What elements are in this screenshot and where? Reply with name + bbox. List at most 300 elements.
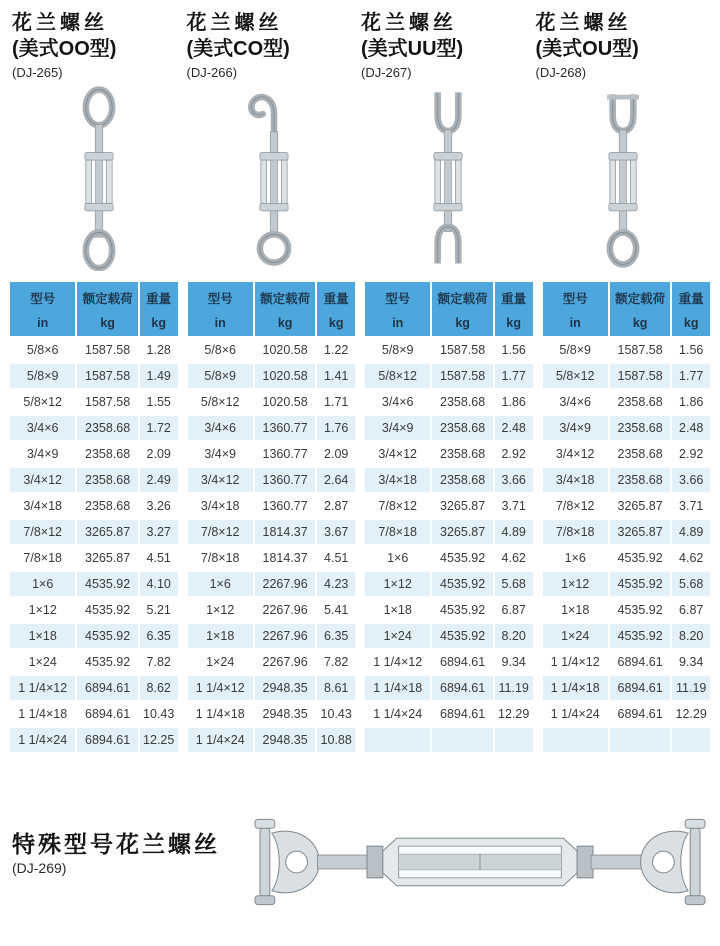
table-cell: 5/8×6 xyxy=(10,338,75,362)
table-cell: 2358.68 xyxy=(77,468,137,492)
product-code: (DJ-266) xyxy=(186,65,238,80)
table-cell: 1.77 xyxy=(495,364,533,388)
table-cell: 3/4×6 xyxy=(188,416,253,440)
table-cell: 5/8×12 xyxy=(10,390,75,414)
table-cell: 9.34 xyxy=(495,650,533,674)
table-cell: 3/4×12 xyxy=(10,468,75,492)
table-cell xyxy=(610,728,670,752)
table-cell: 1×18 xyxy=(188,624,253,648)
table-row xyxy=(365,676,533,700)
table-cell: 5.68 xyxy=(672,572,710,596)
table-row xyxy=(543,520,711,544)
table-cell: 3265.87 xyxy=(432,520,492,544)
table-row xyxy=(10,546,178,570)
table-cell: 4.10 xyxy=(140,572,178,596)
table-cell: 4.23 xyxy=(317,572,355,596)
table-cell: 1.28 xyxy=(140,338,178,362)
table-cell: 1×18 xyxy=(543,598,608,622)
table-cell: 1.56 xyxy=(495,338,533,362)
table-cell: 2267.96 xyxy=(255,572,315,596)
unit-label: in xyxy=(392,315,404,330)
table-cell xyxy=(495,728,533,752)
table-cell: 2948.35 xyxy=(255,728,315,752)
table-cell: 1 1/4×12 xyxy=(10,676,75,700)
table-row xyxy=(543,572,711,596)
product-code: (DJ-265) xyxy=(12,65,63,80)
product-subtitle: (美式OO型) xyxy=(12,38,117,60)
turnbuckle-hook-eye-image xyxy=(187,82,362,272)
table-row xyxy=(10,442,178,466)
column-header-rated-load: 额定载荷 kg xyxy=(610,282,670,336)
table-cell: 6.87 xyxy=(672,598,710,622)
table-cell: 6.87 xyxy=(495,598,533,622)
table-row xyxy=(188,338,356,362)
table-cell: 1.72 xyxy=(140,416,178,440)
table-row xyxy=(365,702,533,726)
table-row xyxy=(188,676,356,700)
unit-label: kg xyxy=(455,315,470,330)
table-row xyxy=(10,624,178,648)
table-cell: 6894.61 xyxy=(432,650,492,674)
column-header-rated-load: 额定载荷 kg xyxy=(432,282,492,336)
table-cell: 1360.77 xyxy=(255,416,315,440)
table-cell: 4535.92 xyxy=(77,624,137,648)
table-cell: 7/8×18 xyxy=(10,546,75,570)
table-cell: 6894.61 xyxy=(77,728,137,752)
table-cell: 4535.92 xyxy=(610,624,670,648)
table-cell: 4.62 xyxy=(495,546,533,570)
special-title: 特殊型号花兰螺丝 xyxy=(12,831,220,857)
table-cell: 10.43 xyxy=(140,702,178,726)
spec-table-dj267 xyxy=(363,280,535,754)
table-cell: 2358.68 xyxy=(432,468,492,492)
table-row xyxy=(365,546,533,570)
table-row xyxy=(10,364,178,388)
table-row xyxy=(10,598,178,622)
column-header-rated-load: 额定载荷 kg xyxy=(77,282,137,336)
table-cell: 7.82 xyxy=(317,650,355,674)
product-subtitle: (美式UU型) xyxy=(361,38,464,60)
table-cell: 8.20 xyxy=(672,624,710,648)
table-row xyxy=(188,650,356,674)
table-cell xyxy=(543,728,608,752)
table-row xyxy=(365,650,533,674)
table-cell: 3.67 xyxy=(317,520,355,544)
table-cell: 3.27 xyxy=(140,520,178,544)
table-cell: 1×6 xyxy=(543,546,608,570)
table-cell: 1×24 xyxy=(543,624,608,648)
product-title: 花兰螺丝 xyxy=(186,12,283,34)
product-card-dj266 xyxy=(187,10,362,272)
table-cell: 6894.61 xyxy=(610,650,670,674)
turnbuckle-jaw-jaw-image xyxy=(361,82,536,272)
table-cell: 3/4×6 xyxy=(365,390,430,414)
product-subtitle: (美式OU型) xyxy=(535,38,639,60)
table-cell: 1587.58 xyxy=(610,364,670,388)
table-cell: 3/4×9 xyxy=(10,442,75,466)
spec-table-dj265 xyxy=(8,280,180,754)
table-cell: 3265.87 xyxy=(610,520,670,544)
table-row xyxy=(365,468,533,492)
table-cell: 5/8×12 xyxy=(543,364,608,388)
table-cell: 7/8×18 xyxy=(188,546,253,570)
table-cell: 6.35 xyxy=(140,624,178,648)
table-cell: 1.49 xyxy=(140,364,178,388)
table-cell: 8.62 xyxy=(140,676,178,700)
table-row xyxy=(365,338,533,362)
column-header-weight: 重量 kg xyxy=(495,282,533,336)
table-cell: 1.86 xyxy=(672,390,710,414)
table-cell: 2.09 xyxy=(317,442,355,466)
table-cell: 12.29 xyxy=(672,702,710,726)
table-cell: 2.48 xyxy=(672,416,710,440)
table-cell: 6894.61 xyxy=(77,702,137,726)
table-cell: 2.09 xyxy=(140,442,178,466)
table-cell: 4535.92 xyxy=(610,598,670,622)
table-cell: 2.92 xyxy=(495,442,533,466)
table-cell: 1.55 xyxy=(140,390,178,414)
table-row xyxy=(543,728,711,752)
table-row xyxy=(188,728,356,752)
table-cell: 1.77 xyxy=(672,364,710,388)
table-cell: 5/8×9 xyxy=(188,364,253,388)
table-cell: 5/8×9 xyxy=(365,338,430,362)
table-cell: 3265.87 xyxy=(77,520,137,544)
product-card-dj268 xyxy=(536,10,711,272)
table-row xyxy=(10,338,178,362)
table-cell: 1814.37 xyxy=(255,546,315,570)
table-cell: 8.61 xyxy=(317,676,355,700)
unit-label: kg xyxy=(277,315,293,330)
table-cell: 1 1/4×12 xyxy=(188,676,253,700)
turnbuckle-eye-eye-image xyxy=(12,82,187,272)
table-row xyxy=(188,624,356,648)
table-cell: 7/8×12 xyxy=(365,494,430,518)
table-cell: 5.41 xyxy=(317,598,355,622)
table-cell: 1587.58 xyxy=(432,338,492,362)
table-row xyxy=(365,520,533,544)
table-row xyxy=(543,676,711,700)
table-cell: 1020.58 xyxy=(255,390,315,414)
table-cell: 2358.68 xyxy=(432,390,492,414)
table-cell: 6.35 xyxy=(317,624,355,648)
table-row xyxy=(188,468,356,492)
unit-label: kg xyxy=(683,315,699,330)
table-row xyxy=(543,442,711,466)
table-row xyxy=(543,598,711,622)
table-cell: 7/8×12 xyxy=(10,520,75,544)
table-row xyxy=(10,728,178,752)
table-cell: 1×6 xyxy=(10,572,75,596)
table-cell: 1 1/4×18 xyxy=(543,676,608,700)
table-cell: 3/4×18 xyxy=(10,494,75,518)
table-cell: 4535.92 xyxy=(610,546,670,570)
table-cell: 5.68 xyxy=(495,572,533,596)
table-row xyxy=(188,494,356,518)
table-cell: 2.64 xyxy=(317,468,355,492)
table-row xyxy=(543,546,711,570)
table-row xyxy=(365,416,533,440)
table-row xyxy=(188,416,356,440)
table-row xyxy=(543,468,711,492)
unit-label: kg xyxy=(632,315,648,330)
turnbuckle-jaw-eye-image xyxy=(536,82,711,272)
table-row xyxy=(365,572,533,596)
table-cell: 4.62 xyxy=(672,546,710,570)
table-cell: 6894.61 xyxy=(610,676,670,700)
spec-table-dj266 xyxy=(186,280,358,754)
table-row xyxy=(543,416,711,440)
table-row xyxy=(10,650,178,674)
product-card-dj267 xyxy=(361,10,536,272)
table-row xyxy=(188,546,356,570)
table-cell: 11.19 xyxy=(672,676,710,700)
table-cell: 1 1/4×12 xyxy=(365,650,430,674)
table-row xyxy=(543,650,711,674)
table-cell: 1 1/4×24 xyxy=(188,728,253,752)
table-cell: 4535.92 xyxy=(610,572,670,596)
table-cell: 3/4×12 xyxy=(543,442,608,466)
table-cell: 4535.92 xyxy=(77,650,137,674)
table-cell: 1×24 xyxy=(365,624,430,648)
table-cell: 1×6 xyxy=(365,546,430,570)
table-cell: 3/4×9 xyxy=(543,416,608,440)
table-cell: 7.82 xyxy=(140,650,178,674)
column-header-weight: 重量 kg xyxy=(140,282,178,336)
product-card-dj265 xyxy=(12,10,187,272)
table-cell: 6894.61 xyxy=(432,702,492,726)
table-cell: 2.87 xyxy=(317,494,355,518)
table-cell: 7/8×12 xyxy=(188,520,253,544)
table-cell: 6894.61 xyxy=(77,676,137,700)
table-cell: 1.41 xyxy=(317,364,355,388)
table-row xyxy=(543,494,711,518)
table-cell: 3/4×9 xyxy=(365,416,430,440)
table-row xyxy=(188,520,356,544)
table-cell: 1.56 xyxy=(672,338,710,362)
table-row xyxy=(10,676,178,700)
table-cell: 1×18 xyxy=(365,598,430,622)
table-row xyxy=(10,494,178,518)
special-code: (DJ-269) xyxy=(12,860,67,876)
table-row xyxy=(365,624,533,648)
table-cell: 3.66 xyxy=(495,468,533,492)
table-cell: 4535.92 xyxy=(432,598,492,622)
table-cell: 4.51 xyxy=(317,546,355,570)
spec-table-dj268 xyxy=(541,280,713,754)
table-row xyxy=(188,572,356,596)
table-cell: 9.34 xyxy=(672,650,710,674)
column-header-weight: 重量 kg xyxy=(317,282,355,336)
table-cell xyxy=(365,728,430,752)
turnbuckle-jaw-jaw-photo xyxy=(252,806,708,918)
table-cell: 2358.68 xyxy=(610,390,670,414)
unit-label: kg xyxy=(506,315,521,330)
table-cell: 1360.77 xyxy=(255,468,315,492)
table-cell: 2358.68 xyxy=(610,416,670,440)
table-cell: 2267.96 xyxy=(255,650,315,674)
table-cell: 3.26 xyxy=(140,494,178,518)
table-row xyxy=(543,364,711,388)
table-cell: 3.71 xyxy=(672,494,710,518)
table-cell: 1×12 xyxy=(543,572,608,596)
table-row xyxy=(188,598,356,622)
table-row xyxy=(188,442,356,466)
table-cell: 1814.37 xyxy=(255,520,315,544)
table-row xyxy=(10,416,178,440)
table-cell: 1360.77 xyxy=(255,442,315,466)
table-cell: 1 1/4×18 xyxy=(10,702,75,726)
table-cell: 4.89 xyxy=(672,520,710,544)
product-code: (DJ-268) xyxy=(535,65,587,80)
table-cell: 1 1/4×12 xyxy=(543,650,608,674)
table-cell: 1587.58 xyxy=(610,338,670,362)
product-title: 花兰螺丝 xyxy=(12,12,108,34)
product-subtitle: (美式CO型) xyxy=(186,38,290,60)
table-cell: 2358.68 xyxy=(77,494,137,518)
table-row xyxy=(543,624,711,648)
table-cell: 12.29 xyxy=(495,702,533,726)
table-cell: 1 1/4×24 xyxy=(543,702,608,726)
table-cell: 3.66 xyxy=(672,468,710,492)
table-row xyxy=(188,364,356,388)
table-row xyxy=(365,494,533,518)
column-header-rated-load: 额定载荷 kg xyxy=(255,282,315,336)
table-cell: 3/4×6 xyxy=(10,416,75,440)
product-code: (DJ-267) xyxy=(361,65,412,80)
unit-label: in xyxy=(569,315,581,330)
table-row xyxy=(188,702,356,726)
table-row xyxy=(543,338,711,362)
column-header-model: 型号 in xyxy=(543,282,608,336)
table-cell: 3265.87 xyxy=(432,494,492,518)
table-cell: 3/4×18 xyxy=(365,468,430,492)
column-header-weight: 重量 kg xyxy=(672,282,710,336)
table-cell: 4.51 xyxy=(140,546,178,570)
table-cell: 3265.87 xyxy=(610,494,670,518)
unit-label: in xyxy=(37,315,49,330)
table-cell: 1587.58 xyxy=(77,390,137,414)
table-cell: 1587.58 xyxy=(77,338,137,362)
table-row xyxy=(365,442,533,466)
product-title: 花兰螺丝 xyxy=(535,12,632,34)
table-cell: 3/4×12 xyxy=(188,468,253,492)
table-cell: 3/4×6 xyxy=(543,390,608,414)
unit-label: kg xyxy=(100,315,115,330)
table-row xyxy=(10,390,178,414)
table-cell: 10.88 xyxy=(317,728,355,752)
unit-label: in xyxy=(214,315,226,330)
column-header-model: 型号 in xyxy=(365,282,430,336)
table-row xyxy=(543,702,711,726)
table-cell: 3/4×18 xyxy=(543,468,608,492)
table-row xyxy=(365,598,533,622)
table-cell: 1587.58 xyxy=(432,364,492,388)
table-cell: 2.48 xyxy=(495,416,533,440)
table-cell: 4535.92 xyxy=(432,624,492,648)
table-cell: 1.76 xyxy=(317,416,355,440)
table-cell: 12.25 xyxy=(140,728,178,752)
table-row xyxy=(10,702,178,726)
table-cell: 3/4×12 xyxy=(365,442,430,466)
table-cell: 5/8×9 xyxy=(543,338,608,362)
table-cell: 4535.92 xyxy=(77,598,137,622)
table-row xyxy=(10,468,178,492)
table-cell: 1360.77 xyxy=(255,494,315,518)
column-header-model: 型号 in xyxy=(10,282,75,336)
table-cell: 7/8×12 xyxy=(543,494,608,518)
table-row xyxy=(188,390,356,414)
column-header-model: 型号 in xyxy=(188,282,253,336)
table-cell: 1.22 xyxy=(317,338,355,362)
table-cell: 2358.68 xyxy=(77,416,137,440)
table-row xyxy=(10,572,178,596)
table-cell: 2358.68 xyxy=(77,442,137,466)
table-row xyxy=(365,728,533,752)
table-cell: 1.71 xyxy=(317,390,355,414)
table-row xyxy=(10,520,178,544)
table-row xyxy=(543,390,711,414)
table-cell: 2948.35 xyxy=(255,676,315,700)
special-section xyxy=(0,796,720,946)
table-cell: 1020.58 xyxy=(255,364,315,388)
table-cell: 6894.61 xyxy=(432,676,492,700)
spec-tables xyxy=(0,272,720,754)
table-cell: 8.20 xyxy=(495,624,533,648)
table-cell: 1.86 xyxy=(495,390,533,414)
table-cell: 5/8×9 xyxy=(10,364,75,388)
unit-label: kg xyxy=(328,315,344,330)
table-cell: 1×24 xyxy=(188,650,253,674)
table-cell: 1 1/4×18 xyxy=(188,702,253,726)
table-cell: 2358.68 xyxy=(610,468,670,492)
table-cell: 2948.35 xyxy=(255,702,315,726)
table-cell: 7/8×18 xyxy=(365,520,430,544)
table-cell: 2358.68 xyxy=(610,442,670,466)
table-cell: 1020.58 xyxy=(255,338,315,362)
table-cell: 11.19 xyxy=(495,676,533,700)
table-cell: 2267.96 xyxy=(255,598,315,622)
table-cell: 1 1/4×24 xyxy=(365,702,430,726)
table-cell: 10.43 xyxy=(317,702,355,726)
table-cell: 2358.68 xyxy=(432,442,492,466)
table-cell: 1×12 xyxy=(365,572,430,596)
table-cell: 4535.92 xyxy=(432,572,492,596)
product-title: 花兰螺丝 xyxy=(361,12,457,34)
table-cell: 4535.92 xyxy=(432,546,492,570)
table-cell: 2.49 xyxy=(140,468,178,492)
table-cell: 5/8×6 xyxy=(188,338,253,362)
table-cell: 5/8×12 xyxy=(188,390,253,414)
table-cell: 1 1/4×18 xyxy=(365,676,430,700)
table-cell: 1 1/4×24 xyxy=(10,728,75,752)
table-cell: 1587.58 xyxy=(77,364,137,388)
table-cell: 3.71 xyxy=(495,494,533,518)
table-cell: 5.21 xyxy=(140,598,178,622)
table-cell: 3/4×9 xyxy=(188,442,253,466)
table-cell: 3265.87 xyxy=(77,546,137,570)
table-cell: 2358.68 xyxy=(432,416,492,440)
products-row xyxy=(0,0,720,272)
table-cell: 3/4×18 xyxy=(188,494,253,518)
table-cell: 1×6 xyxy=(188,572,253,596)
table-cell: 2267.96 xyxy=(255,624,315,648)
table-cell: 1×24 xyxy=(10,650,75,674)
table-cell: 7/8×18 xyxy=(543,520,608,544)
table-row xyxy=(365,390,533,414)
table-row xyxy=(365,364,533,388)
table-cell xyxy=(432,728,492,752)
